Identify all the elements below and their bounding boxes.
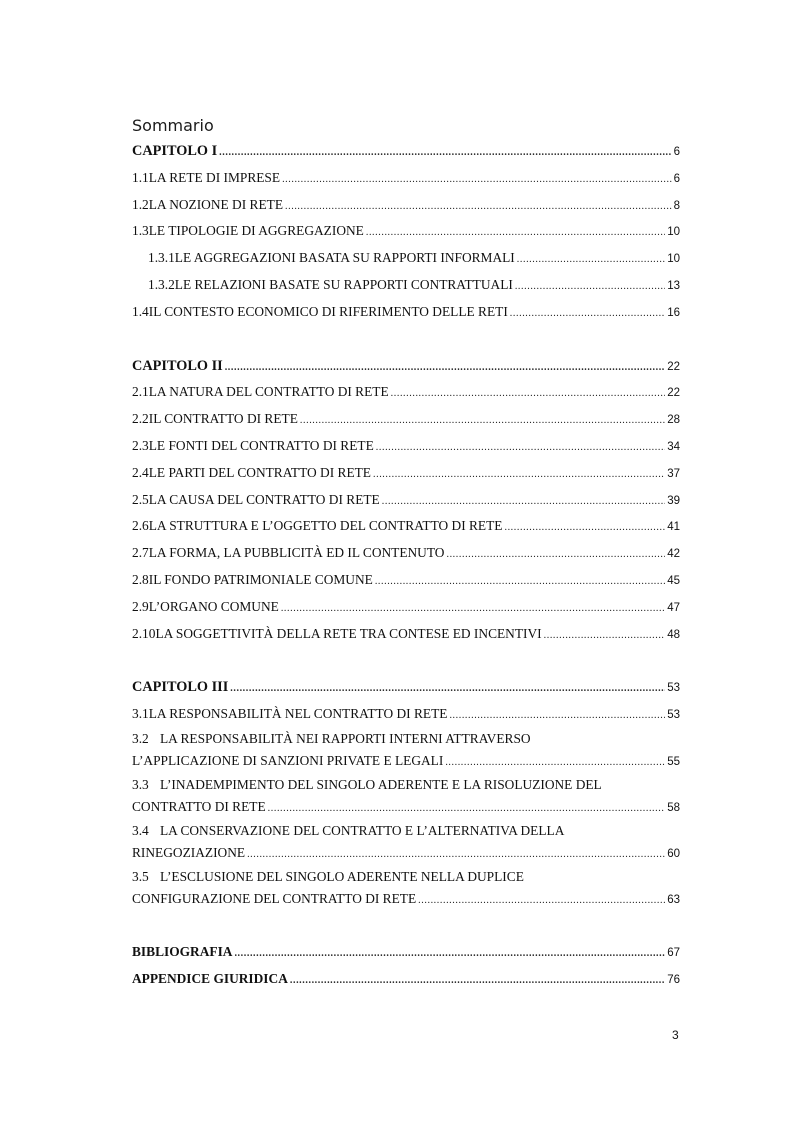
toc-label: LE TIPOLOGIE DI AGGREGAZIONE [148,223,364,239]
toc-page-number: 55 [667,755,680,768]
toc-label-line1 [132,866,680,888]
toc-number: 2.8 [132,571,149,587]
toc-entry-1-3[interactable] [132,218,680,245]
toc-entry-1-3-2[interactable] [132,272,680,299]
section-gap [132,647,680,674]
toc-entry-2-2[interactable] [132,406,680,433]
toc-entry-2-6[interactable] [132,513,680,540]
toc-number: 2.9 [132,598,149,614]
toc-leader-dots [247,844,665,866]
toc-label: L’ESCLUSIONE DEL SINGOLO ADERENTE NELLA DUPLICE [160,868,524,884]
toc-page-number: 34 [667,440,680,453]
toc-leader-dots [449,703,665,730]
toc-leader-dots [285,194,672,221]
section-gap [132,326,680,353]
toc-number: 2.3 [132,437,149,453]
toc-chapter-1[interactable] [132,138,680,165]
toc-entry-2-9[interactable] [132,594,680,621]
toc-leader-dots [446,542,665,569]
toc-leader-dots [290,968,665,995]
section-gap [132,912,680,939]
toc-leader-dots [219,140,671,167]
toc-chapter-2[interactable] [132,353,680,380]
toc-leader-dots [230,676,665,703]
toc-label-continuation: RINEGOZIAZIONE [132,844,246,860]
toc-number: 2.2 [132,411,149,427]
toc-label-line1 [132,820,680,842]
toc-label: CAPITOLO II [132,357,223,374]
toc-label: LA NOZIONE DI RETE [148,196,284,212]
toc-entry-3-4[interactable] [132,820,680,866]
toc-label-line1 [132,774,680,796]
toc-entry-3-5[interactable] [132,866,680,912]
toc-page-number: 13 [667,279,680,292]
toc-label: IL CONTESTO ECONOMICO DI RIFERIMENTO DELLE RETI [148,303,508,319]
toc-page-number: 60 [667,847,680,860]
toc-label: LA STRUTTURA E L’OGGETTO DEL CONTRATTO DI RETE [148,518,503,534]
toc-label: LA RESPONSABILITÀ NEL CONTRATTO DI RETE [148,706,448,722]
toc-label-line2 [132,842,680,864]
toc-page-number: 37 [667,467,680,480]
toc-leader-dots [445,752,665,774]
toc-leader-dots [268,798,666,820]
toc-label: LA FORMA, LA PUBBLICITÀ ED IL CONTENUTO [148,545,445,561]
toc-label-continuation: CONFIGURAZIONE DEL CONTRATTO DI RETE [132,890,417,906]
toc-number: 3.5 [132,868,149,884]
toc-leader-dots [373,462,665,489]
toc-page-number: 45 [667,574,680,587]
toc-page-number: 58 [667,801,680,814]
toc-number: 1.4 [132,303,149,319]
toc-bibliography[interactable] [132,939,680,966]
toc-entry-3-3[interactable] [132,774,680,820]
toc-label: IL CONTRATTO DI RETE [148,411,298,427]
toc-leader-dots [225,355,666,382]
toc-page-number: 16 [667,306,680,319]
toc-leader-dots [366,220,665,247]
toc-chapter-3[interactable] [132,674,680,701]
toc-number: 3.1 [132,706,149,722]
table-of-contents [132,138,680,993]
toc-leader-dots [376,435,665,462]
toc-entry-2-8[interactable] [132,567,680,594]
toc-page-number: 22 [667,387,680,400]
toc-page-number: 63 [667,893,680,906]
toc-label: LA SOGGETTIVITÀ DELLA RETE TRA CONTESE ED INCENTIVI [155,625,542,641]
toc-number: 3.2 [132,730,149,746]
toc-page-number: 53 [667,709,680,722]
toc-page-number: 42 [667,548,680,561]
toc-number: 2.6 [132,518,149,534]
toc-label: LA RESPONSABILITÀ NEI RAPPORTI INTERNI ATTRAVERSO [160,730,531,746]
toc-label: LE FONTI DEL CONTRATTO DI RETE [148,437,374,453]
toc-label-continuation: L’APPLICAZIONE DI SANZIONI PRIVATE E LEGALI [132,752,444,768]
toc-page-number: 10 [667,253,680,266]
toc-number: 1.3 [132,223,149,239]
toc-number: 3.4 [132,822,149,838]
toc-page-number: 8 [673,199,680,212]
toc-entry-1-3-1[interactable] [132,245,680,272]
toc-label: CAPITOLO III [132,679,229,696]
toc-leader-dots [504,515,665,542]
toc-label: LA NATURA DEL CONTRATTO DI RETE [148,384,389,400]
toc-page-number: 22 [667,360,680,373]
toc-entry-1-4[interactable] [132,299,680,326]
toc-entry-3-2[interactable] [132,728,680,774]
toc-entry-2-5[interactable] [132,487,680,514]
toc-entry-1-2[interactable] [132,192,680,219]
toc-label: IL FONDO PATRIMONIALE COMUNE [148,571,373,587]
toc-page-number: 53 [667,682,680,695]
toc-page-number: 67 [667,946,680,959]
toc-number: 3.3 [132,776,149,792]
toc-page-number: 48 [667,628,680,641]
toc-leader-dots [544,623,666,650]
toc-label: BIBLIOGRAFIA [132,943,233,959]
toc-number: 2.10 [132,625,156,641]
toc-label-line2 [132,796,680,818]
toc-number: 1.3.2 [148,276,175,292]
toc-number: 2.5 [132,491,149,507]
toc-label: LE RELAZIONI BASATE SU RAPPORTI CONTRATTUALI [174,276,513,292]
toc-entry-2-7[interactable] [132,540,680,567]
toc-leader-dots [515,274,665,301]
toc-page-number: 10 [667,226,680,239]
toc-page-number: 76 [667,973,680,986]
toc-label-continuation: CONTRATTO DI RETE [132,798,266,814]
toc-label: LA RETE DI IMPRESE [148,169,281,185]
toc-page-number: 47 [667,601,680,614]
toc-label: L’ORGANO COMUNE [148,598,279,614]
toc-entry-2-4[interactable] [132,460,680,487]
toc-entry-2-1[interactable] [132,379,680,406]
toc-leader-dots [391,381,666,408]
toc-leader-dots [281,596,665,623]
toc-leader-dots [375,569,665,596]
toc-label: LA CAUSA DEL CONTRATTO DI RETE [148,491,380,507]
toc-leader-dots [517,247,665,274]
toc-label-line2 [132,888,680,910]
toc-page-number: 39 [667,494,680,507]
toc-page-number: 41 [667,521,680,534]
toc-number: 2.7 [132,545,149,561]
toc-leader-dots [282,167,672,194]
toc-appendix[interactable] [132,966,680,993]
page-number: 3 [672,1028,679,1042]
toc-entry-2-10[interactable] [132,621,680,648]
toc-leader-dots [382,489,665,516]
toc-entry-2-3[interactable] [132,433,680,460]
toc-entry-1-1[interactable] [132,165,680,192]
toc-page-number: 6 [673,172,680,185]
toc-leader-dots [510,301,665,328]
toc-number: 2.4 [132,464,149,480]
toc-label: LE AGGREGAZIONI BASATA SU RAPPORTI INFORMALI [174,250,515,266]
toc-label: CAPITOLO I [132,143,218,159]
toc-label: L’INADEMPIMENTO DEL SINGOLO ADERENTE E LA RISOLUZIONE DEL [160,776,602,792]
toc-entry-3-1[interactable] [132,701,680,728]
toc-number: 1.2 [132,196,149,212]
toc-title: Sommario [132,116,214,135]
toc-page-number: 6 [673,146,680,158]
toc-page-number: 28 [667,414,680,427]
toc-number: 1.1 [132,169,149,185]
toc-label-line1 [132,728,680,750]
toc-leader-dots [234,941,665,968]
toc-label: APPENDICE GIURIDICA [132,970,288,986]
toc-label: LE PARTI DEL CONTRATTO DI RETE [148,464,371,480]
toc-leader-dots [418,890,665,912]
toc-number: 2.1 [132,384,149,400]
toc-number: 1.3.1 [148,250,175,266]
toc-label-line2 [132,750,680,772]
toc-leader-dots [300,408,665,435]
toc-label: LA CONSERVAZIONE DEL CONTRATTO E L’ALTERNATIVA DELLA [160,822,565,838]
